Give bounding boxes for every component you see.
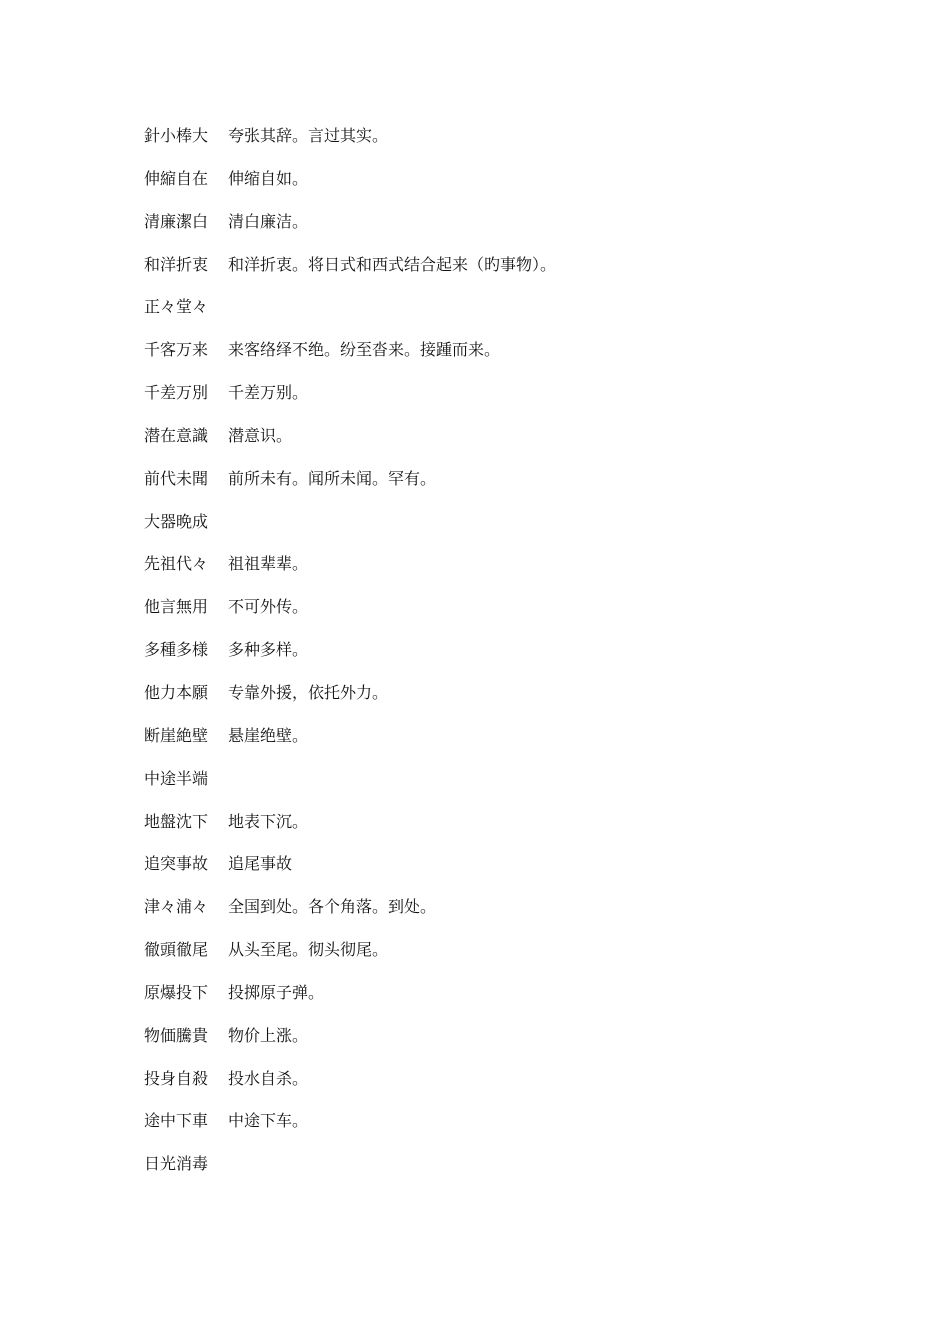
list-item bbox=[144, 338, 904, 381]
idiom-gloss: 追尾事故 bbox=[228, 854, 293, 874]
list-item bbox=[144, 981, 904, 1024]
list-item bbox=[144, 295, 904, 338]
list-item bbox=[144, 767, 904, 810]
idiom-gloss: 悬崖绝壁。 bbox=[228, 725, 309, 745]
idiom-term: 針小棒大 bbox=[144, 126, 209, 145]
list-item bbox=[144, 210, 904, 253]
idiom-gloss: 和洋折衷。将日式和西式结合起来（旳事物）。 bbox=[228, 254, 557, 274]
list-item bbox=[144, 1024, 904, 1067]
idiom-gloss: 专靠外援，依托外力。 bbox=[228, 682, 389, 702]
list-item bbox=[144, 381, 904, 424]
idiom-gloss: 中途下车。 bbox=[228, 1111, 309, 1131]
list-item bbox=[144, 1109, 904, 1152]
list-item bbox=[144, 681, 904, 724]
idiom-term: 大器晩成 bbox=[144, 511, 209, 531]
idiom-gloss: 不可外传。 bbox=[228, 597, 309, 617]
idiom-term: 潜在意識 bbox=[144, 425, 209, 445]
idiom-gloss: 物价上涨。 bbox=[228, 1025, 309, 1045]
idiom-gloss: 投水自杀。 bbox=[228, 1068, 309, 1088]
idiom-term: 前代未聞 bbox=[144, 468, 209, 488]
list-item bbox=[144, 852, 904, 895]
idiom-term: 途中下車 bbox=[144, 1111, 209, 1131]
list-item bbox=[144, 595, 904, 638]
idiom-gloss: 从头至尾。彻头彻尾。 bbox=[228, 940, 389, 960]
idiom-gloss: 清白廉洁。 bbox=[228, 211, 309, 231]
list-item bbox=[144, 638, 904, 681]
idiom-gloss: 地表下沉。 bbox=[228, 811, 309, 831]
list-item bbox=[144, 510, 904, 553]
idiom-gloss: 潜意识。 bbox=[228, 425, 293, 445]
idiom-gloss: 来客络绎不绝。纷至沓来。接踵而来。 bbox=[228, 340, 501, 360]
list-item bbox=[144, 1067, 904, 1110]
idiom-term: 津々浦々 bbox=[144, 897, 209, 917]
list-item bbox=[144, 552, 904, 595]
idiom-gloss: 祖祖辈辈。 bbox=[228, 554, 309, 574]
idiom-term: 断崖絶壁 bbox=[144, 725, 209, 745]
idiom-term: 徹頭徹尾 bbox=[144, 940, 209, 960]
idiom-gloss: 伸缩自如。 bbox=[228, 168, 309, 188]
idiom-term: 先祖代々 bbox=[144, 554, 209, 574]
list-item bbox=[144, 938, 904, 981]
idiom-gloss: 多种多样。 bbox=[228, 640, 309, 660]
idiom-gloss: 夸张其辞。言过其实。 bbox=[228, 126, 389, 145]
list-item bbox=[144, 724, 904, 767]
idiom-term: 他言無用 bbox=[144, 597, 209, 617]
idiom-term: 中途半端 bbox=[144, 768, 209, 788]
idiom-term: 他力本願 bbox=[144, 682, 209, 702]
idiom-term: 清廉潔白 bbox=[144, 211, 209, 231]
idiom-term: 原爆投下 bbox=[144, 982, 209, 1002]
idiom-list bbox=[144, 124, 904, 1195]
idiom-gloss: 千差万别。 bbox=[228, 383, 309, 403]
idiom-term: 正々堂々 bbox=[144, 297, 209, 317]
list-item bbox=[144, 253, 904, 296]
idiom-term: 千差万別 bbox=[144, 383, 209, 403]
list-item bbox=[144, 1152, 904, 1195]
idiom-gloss: 全国到处。各个角落。到处。 bbox=[228, 897, 437, 917]
idiom-term: 多種多様 bbox=[144, 640, 209, 660]
list-item bbox=[144, 424, 904, 467]
list-item bbox=[144, 810, 904, 853]
idiom-term: 投身自殺 bbox=[144, 1068, 209, 1088]
idiom-term: 地盤沈下 bbox=[144, 811, 209, 831]
list-item bbox=[144, 124, 904, 167]
idiom-gloss: 前所未有。闻所未闻。罕有。 bbox=[228, 468, 437, 488]
idiom-term: 日光消毒 bbox=[144, 1154, 209, 1174]
list-item bbox=[144, 167, 904, 210]
idiom-term: 千客万来 bbox=[144, 340, 209, 360]
idiom-term: 物価騰貴 bbox=[144, 1025, 209, 1045]
idiom-term: 追突事故 bbox=[144, 854, 209, 874]
idiom-gloss: 投掷原子弹。 bbox=[228, 982, 325, 1002]
idiom-term: 伸縮自在 bbox=[144, 168, 209, 188]
idiom-term: 和洋折衷 bbox=[144, 254, 209, 274]
list-item bbox=[144, 467, 904, 510]
list-item bbox=[144, 895, 904, 938]
